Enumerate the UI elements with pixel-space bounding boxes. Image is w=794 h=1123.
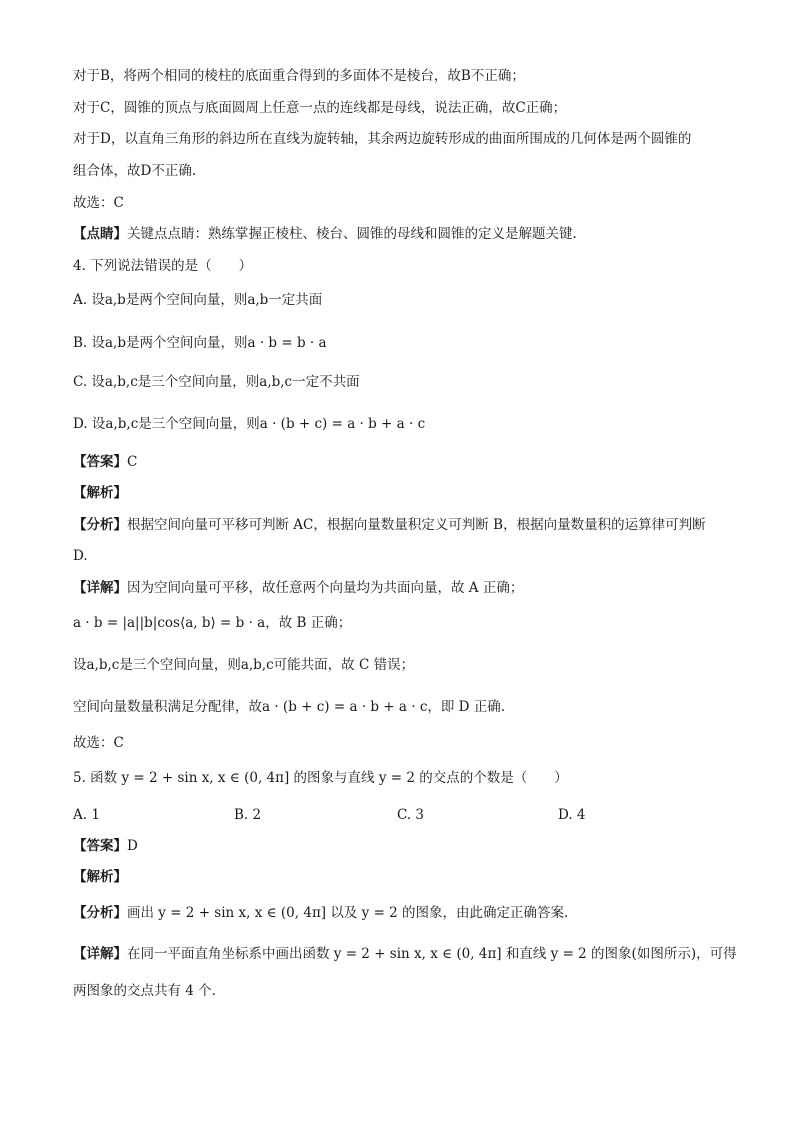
analysis-heading (73, 867, 127, 887)
text-line (73, 578, 523, 598)
line-text: 根据空间向量可平移可判断 AC，根据向量数量积定义可判断 B，根据向量数量积的运算律可判断 (127, 517, 706, 533)
text-line (73, 697, 505, 717)
option-c (73, 372, 360, 392)
question-title (73, 256, 252, 276)
text-line (73, 161, 196, 181)
text-line (73, 981, 216, 1001)
option-a: A. 1 (73, 807, 100, 823)
line-text: 组合体，故D不正确. (73, 163, 197, 179)
option-b (73, 333, 327, 353)
line-text: C. 设a,b,c是三个空间向量，则a,b,c一定不共面 (73, 374, 360, 390)
analysis-heading (73, 483, 127, 503)
text-line (73, 66, 525, 86)
line-text: D. (73, 548, 88, 564)
line-text: 在同一平面直角坐标系中画出函数 y = 2 + sin x, x ∈ (0, 4π] 和直线 y = 2 的图象(如图所示)，可得 (127, 946, 737, 962)
answer-line (73, 452, 137, 472)
line-text: C (127, 454, 138, 470)
text-line (73, 98, 566, 118)
line-text: D (127, 838, 138, 854)
line-text: D. 设a,b,c是三个空间向量，则a · (b + c) = a · b + a · c (73, 416, 426, 432)
text-line (73, 515, 706, 535)
line-text: 空间向量数量积满足分配律，故a · (b + c) = a · b + a · c，即 D 正确. (73, 699, 506, 715)
text-line (73, 655, 414, 675)
section-label: 【解析】 (73, 485, 127, 501)
text-line (73, 944, 737, 964)
section-label: 【答案】 (73, 838, 127, 854)
line-text: A. 设a,b是两个空间向量，则a,b一定共面 (73, 292, 323, 308)
text-line (73, 546, 88, 566)
line-text: 因为空间向量可平移，故任意两个向量均为共面向量，故 A 正确； (127, 580, 524, 596)
math-line (73, 613, 351, 633)
section-label: 【分析】 (73, 905, 127, 921)
line-text: a · b = |a||b|cos⟨a, b⟩ = b · a，故 B 正确； (73, 615, 352, 631)
text-line (73, 903, 568, 923)
option-b: B. 2 (234, 807, 262, 823)
line-text: 关键点点睛：熟练掌握正棱柱、棱台、圆锥的母线和圆锥的定义是解题关键. (127, 226, 577, 242)
option-a (73, 290, 322, 310)
line-text: 4. 下列说法错误的是（ ） (73, 258, 253, 274)
line-text: 故选：C (73, 735, 124, 751)
text-line (73, 129, 691, 149)
section-label: 【解析】 (73, 869, 127, 885)
text-line (73, 224, 577, 244)
line-text: 对于B，将两个相同的棱柱的底面重合得到的多面体不是棱台，故B不正确； (73, 68, 525, 84)
line-text: 5. 函数 y = 2 + sin x, x ∈ (0, 4π] 的图象与直线 y = 2 的交点的个数是（ ） (73, 770, 568, 786)
line-text: 故选：C (73, 195, 124, 211)
line-text: 画出 y = 2 + sin x, x ∈ (0, 4π] 以及 y = 2 的图象，由此确定正确答案. (127, 905, 569, 921)
line-text: 对于C，圆锥的顶点与底面圆周上任意一点的连线都是母线，说法正确，故C正确； (73, 100, 567, 116)
option-c: C. 3 (397, 807, 425, 823)
question-title (73, 768, 568, 788)
section-label: 【详解】 (73, 580, 127, 596)
section-label: 【详解】 (73, 946, 127, 962)
text-line (73, 193, 124, 213)
answer-line (73, 836, 138, 856)
text-line (73, 733, 124, 753)
section-label: 【答案】 (73, 454, 127, 470)
line-text: 设a,b,c是三个空间向量，则a,b,c可能共面，故 C 错误； (73, 657, 415, 673)
section-label: 【分析】 (73, 517, 127, 533)
line-text: 对于D，以直角三角形的斜边所在直线为旋转轴，其余两边旋转形成的曲面所围成的几何体是两个圆锥的 (73, 131, 692, 147)
line-text: B. 设a,b是两个空间向量，则a · b = b · a (73, 335, 327, 351)
option-d: D. 4 (558, 807, 586, 823)
line-text: 两图象的交点共有 4 个. (73, 983, 216, 999)
section-label: 【点睛】 (73, 226, 127, 242)
option-d (73, 414, 425, 434)
